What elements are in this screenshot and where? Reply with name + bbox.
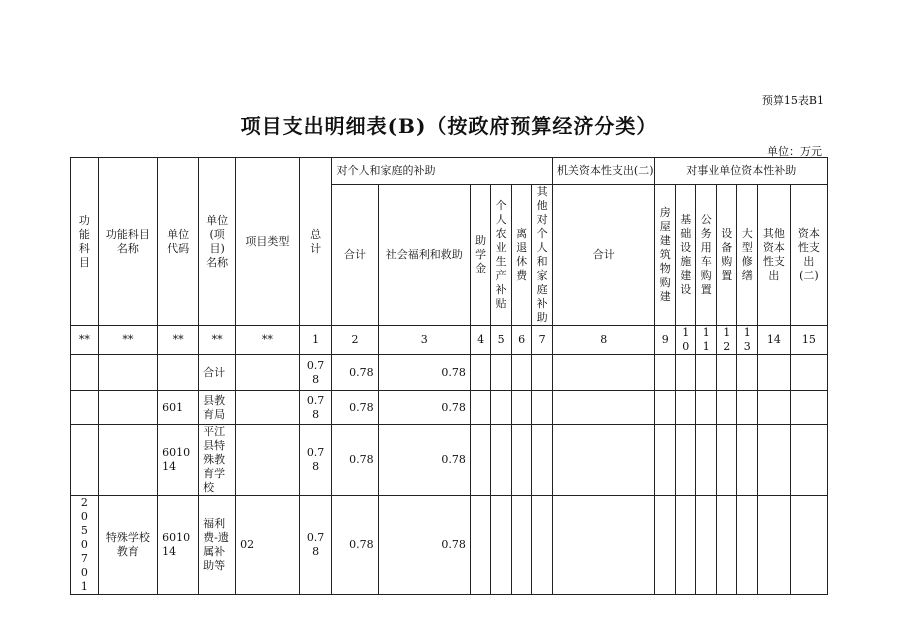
cell-g1-sum: 0.78 <box>332 391 378 425</box>
cell-total: 0.78 <box>299 496 332 595</box>
table-row <box>71 391 828 425</box>
index-cell: 3 <box>378 326 470 355</box>
header-g2-sum: 合计 <box>552 185 655 326</box>
form-reference: 预算15表B1 <box>761 94 824 107</box>
index-cell: ** <box>71 326 99 355</box>
index-cell: 10 <box>675 326 696 355</box>
index-cell: 9 <box>655 326 676 355</box>
cell-g1-sum: 0.78 <box>332 355 378 391</box>
cell-total: 0.78 <box>299 391 332 425</box>
cell-unit-code: 601014 <box>158 425 199 496</box>
header-g3-equip: 设备购置 <box>716 185 737 326</box>
cell-unit-code: 601 <box>158 391 199 425</box>
header-g1-agri: 个人农业生产补贴 <box>491 185 512 326</box>
cell-project-type: 02 <box>236 496 300 595</box>
cell-func-code <box>71 355 99 391</box>
cell-func-name <box>98 391 157 425</box>
index-row <box>71 326 828 355</box>
index-cell: 1 <box>299 326 332 355</box>
cell-g1-welfare: 0.78 <box>378 355 470 391</box>
cell-g1-welfare: 0.78 <box>378 425 470 496</box>
cell-total: 0.78 <box>299 355 332 391</box>
page-title: 项目支出明细表(B)（按政府预算经济分类） <box>240 114 658 138</box>
header-g1-retire: 离退休费 <box>511 185 532 326</box>
header-unit-name: 单位(项目)名称 <box>199 158 236 326</box>
index-cell: ** <box>98 326 157 355</box>
header-g1-sum: 合计 <box>332 185 378 326</box>
table-row <box>71 425 828 496</box>
index-cell: 5 <box>491 326 512 355</box>
header-group-capital-expense: 机关资本性支出(二) <box>552 158 655 185</box>
index-cell: 11 <box>696 326 717 355</box>
header-g1-welfare: 社会福利和救助 <box>378 185 470 326</box>
index-cell: 8 <box>552 326 655 355</box>
table-row <box>71 355 828 391</box>
cell-project-type <box>236 425 300 496</box>
cell-unit-name: 合计 <box>199 355 236 391</box>
unit-label: 单位：万元 <box>767 145 822 158</box>
index-cell: ** <box>158 326 199 355</box>
cell-func-name: 特殊学校教育 <box>98 496 157 595</box>
cell-g1-sum: 0.78 <box>332 496 378 595</box>
index-cell: ** <box>199 326 236 355</box>
cell-unit-code: 601014 <box>158 496 199 595</box>
cell-g1-welfare: 0.78 <box>378 391 470 425</box>
header-g3-capital: 资本性支出(二) <box>790 185 827 326</box>
cell-func-code <box>71 425 99 496</box>
cell-unit-name: 福利费-遗属补助等 <box>199 496 236 595</box>
cell-func-code <box>71 391 99 425</box>
cell-g1-sum: 0.78 <box>332 425 378 496</box>
header-g3-repair: 大型修缮 <box>737 185 758 326</box>
index-cell: 14 <box>757 326 790 355</box>
expenditure-table <box>70 157 828 595</box>
header-group-institution-capital: 对事业单位资本性补助 <box>655 158 828 185</box>
index-cell: 13 <box>737 326 758 355</box>
cell-unit-name: 平江县特殊教育学校 <box>199 425 236 496</box>
header-unit-code: 单位代码 <box>158 158 199 326</box>
header-g3-building: 房屋建筑物购建 <box>655 185 676 326</box>
index-cell: 4 <box>470 326 491 355</box>
index-cell: 15 <box>790 326 827 355</box>
cell-project-type <box>236 391 300 425</box>
header-g1-student: 助学金 <box>470 185 491 326</box>
header-group-personal-subsidy: 对个人和家庭的补助 <box>332 158 552 185</box>
index-cell: ** <box>236 326 300 355</box>
header-func-code: 功能科目 <box>71 158 99 326</box>
cell-func-code: 2050701 <box>71 496 99 595</box>
header-total: 总计 <box>299 158 332 326</box>
header-g3-vehicle: 公务用车购置 <box>696 185 717 326</box>
cell-unit-name: 县教育局 <box>199 391 236 425</box>
cell-func-name <box>98 425 157 496</box>
header-project-type: 项目类型 <box>236 158 300 326</box>
cell-project-type <box>236 355 300 391</box>
header-row-groups <box>71 158 828 185</box>
index-cell: 6 <box>511 326 532 355</box>
header-g3-infra: 基础设施建设 <box>675 185 696 326</box>
cell-unit-code <box>158 355 199 391</box>
cell-func-name <box>98 355 157 391</box>
header-func-name: 功能科目名称 <box>98 158 157 326</box>
index-cell: 7 <box>532 326 553 355</box>
index-cell: 2 <box>332 326 378 355</box>
cell-total: 0.78 <box>299 425 332 496</box>
header-g1-other: 其他对个人和家庭补助 <box>532 185 553 326</box>
cell-g1-welfare: 0.78 <box>378 496 470 595</box>
table-row <box>71 496 828 595</box>
header-g3-other: 其他资本性支出 <box>757 185 790 326</box>
index-cell: 12 <box>716 326 737 355</box>
